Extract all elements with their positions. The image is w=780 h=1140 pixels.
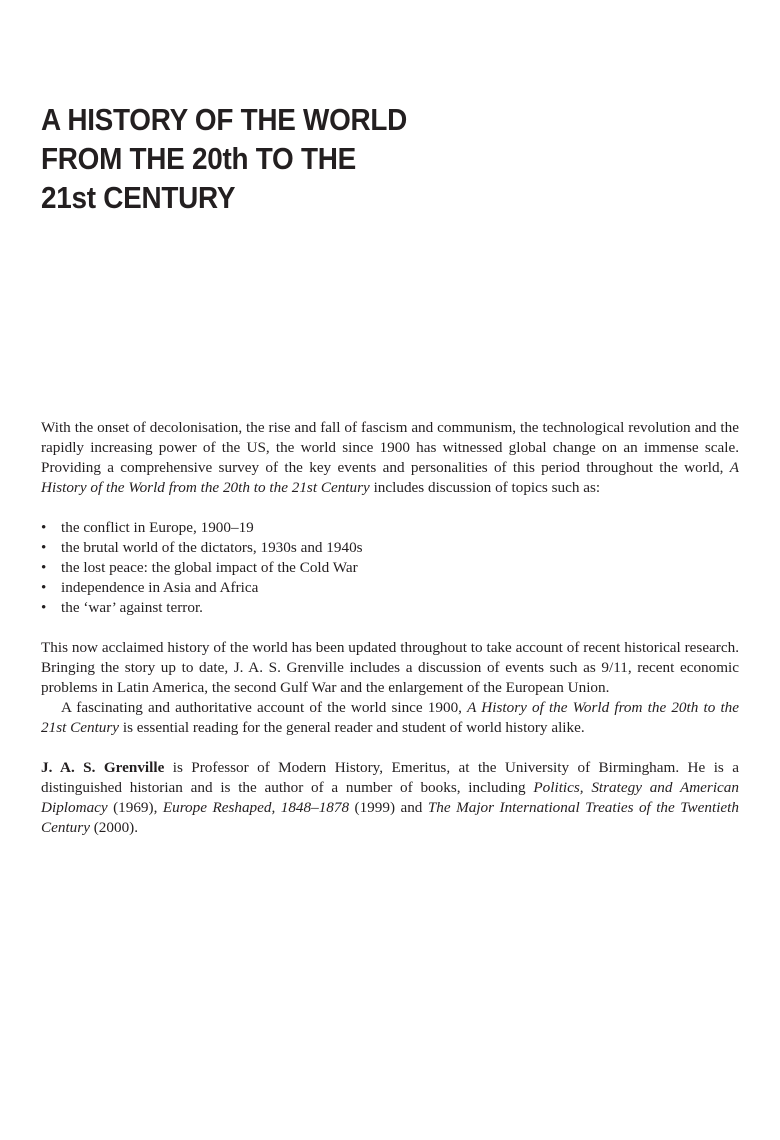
bullet-icon: • xyxy=(41,599,47,616)
bio-book-2: Europe Reshaped, 1848–1878 xyxy=(162,799,350,816)
topic-text: the lost peace: the global impact of the Cold War xyxy=(61,559,358,576)
bio-text-c: (1999) and xyxy=(349,799,428,816)
book-title xyxy=(41,100,407,217)
bio-book-1: Politics, Strategy and American Diplomacy xyxy=(41,779,739,816)
fascinating-text-a: A fascinating and authoritative account of the world since 1900, xyxy=(61,699,468,716)
spacer xyxy=(41,738,739,758)
list-item xyxy=(41,558,739,578)
title-line-3: 21st CENTURY xyxy=(41,180,236,215)
topic-text: the conflict in Europe, 1900–19 xyxy=(61,519,254,536)
title-line-1: A HISTORY OF THE WORLD xyxy=(41,102,408,137)
list-item xyxy=(41,538,739,558)
bio-text-b: (1969), xyxy=(107,799,163,816)
intro-text-b: includes discussion of topics such as: xyxy=(369,479,601,496)
bio-book-3: The Major International Treaties of the Twentieth Century xyxy=(41,799,739,836)
topics-list xyxy=(41,518,739,618)
intro-book-title: A History of the World from the 20th to the 21st Century xyxy=(41,459,739,496)
author-name: J. A. S. Grenville xyxy=(41,759,165,776)
bullet-icon: • xyxy=(41,559,47,576)
list-item xyxy=(41,578,739,598)
bio-text-d: (2000). xyxy=(89,819,139,836)
topic-text: independence in Asia and Africa xyxy=(61,579,259,596)
list-item xyxy=(41,518,739,538)
bio-text-a: is Professor of Modern History, Emeritus, at the University of Birmingham. He is a distinguished historian and is the author of a number of books, including xyxy=(41,759,739,796)
intro-paragraph xyxy=(41,418,739,498)
author-bio-paragraph xyxy=(41,758,739,838)
bullet-icon: • xyxy=(41,539,47,556)
topic-text: the brutal world of the dictators, 1930s and 1940s xyxy=(61,539,363,556)
fascinating-book-title: A History of the World from the 20th to the 21st Century xyxy=(41,699,739,736)
fascinating-paragraph xyxy=(41,698,739,738)
topic-text: the ‘war’ against terror. xyxy=(61,599,203,616)
blurb-body xyxy=(41,418,739,838)
bullet-icon: • xyxy=(41,519,47,536)
spacer xyxy=(41,618,739,638)
intro-text-a: With the onset of decolonisation, the rise and fall of fascism and communism, the technological revolution and the rapidly increasing power of the US, the world since 1900 has witnessed global change on an immense scale. Providing a comprehensive survey of the key events and personalities of this period throughout the world, xyxy=(41,419,739,476)
update-paragraph: This now acclaimed history of the world has been updated throughout to take account of recent historical research. Bringing the story up to date, J. A. S. Grenville includes a discussion of events such as 9/11, recent economic problems in Latin America, the second Gulf War and the enlargement of the European Union. xyxy=(41,639,739,696)
spacer xyxy=(41,498,739,518)
list-item xyxy=(41,598,739,618)
fascinating-text-b: is essential reading for the general reader and student of world history alike. xyxy=(119,719,585,736)
bullet-icon: • xyxy=(41,579,47,596)
title-line-2: FROM THE 20th TO THE xyxy=(41,141,356,176)
